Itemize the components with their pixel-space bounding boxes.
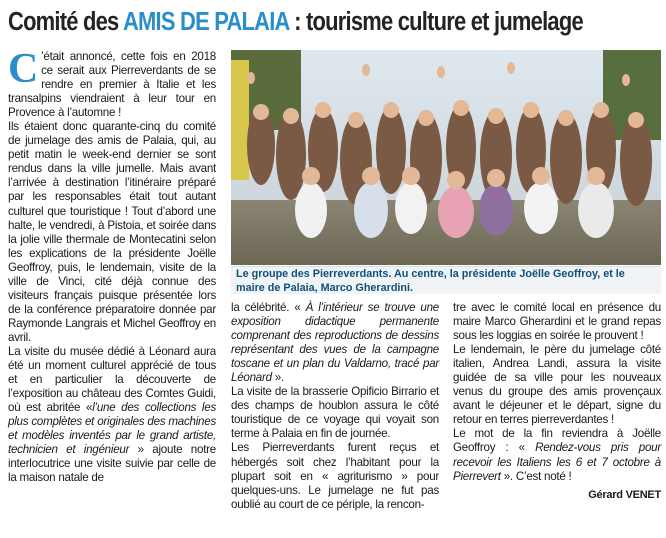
paragraph-text: La visite du musée dédié à Léonard aura été un moment culturel apprécié de tous et en particulier la découverte de l’exposition au château des Comtes Guidi, où est abritée «: [8, 344, 216, 415]
quote-text: l’une des collections les plus complètes et originales des machines et modèles inventés par le grand artiste, technicien et ingénieur: [8, 401, 216, 457]
article-paragraph: Le lendemain, le père du jumelage côté italien, Andrea Landi, assura la visite guidée de sa ville pour les nouveaux venus du groupe des amis provençaux avant le déjeuner et le départ, signe du retour en terres pierreverdantes !: [453, 343, 661, 427]
article-paragraph: [8, 46, 216, 120]
group-photo-illustration: [231, 50, 661, 265]
paragraph-text: ».: [271, 371, 284, 385]
group-photo: [231, 50, 661, 265]
headline-part-3: : tourisme culture et jumelage: [288, 8, 583, 36]
article-paragraph: La visite de la brasserie Opificio Birrario et des champs de houblon assura le côté touristique de ce voyage qui voyait son terme à Palaia en fin de journée.: [231, 385, 439, 441]
paragraph-text: » ajoute notre interlocutrice une visite suivie par celle de la maison natale de: [8, 443, 216, 485]
headline-highlight: AMIS DE PALAIA: [122, 8, 289, 36]
drop-cap: C: [8, 46, 39, 92]
article-paragraph: Ils étaient donc quarante-cinq du comité de jumelage des amis de Palaia, qui, au petit matin le week-end dernier se sont rendus dans la ville jumelle. Mais avant l’arrivée à destination l’itinéraire préparé par les responsables était tout autant culturel que touristique ! Tout d’abord une halte, le vendredi, à Pistoia, et soirée dans la jolie ville thermale de Montecatini selon les explications de la présidente Joëlle Geoffroy, puis, le lendemain, visite de la ville de Vinci, cité déjà connue des visiteurs français puisque présentée lors de la conférence préparatoire donnée par Raymonde Langrais et Michel Geoffroy en avril.: [8, 120, 216, 344]
paragraph-text: ». C’est noté !: [500, 469, 572, 483]
article-paragraph: Les Pierreverdants furent reçus et hébergés soit chez l’habitant pour la plupart soit en « agriturismo » pour quelques-uns. Le jumelage ne fut pas oublié au court de ce périple, la rencon-: [231, 441, 439, 511]
quote-text: À l’intérieur se trouve une exposition didactique permanente comprenant des reproductions de dessins représentant des vues de la campagne toscane et un plan du Valdarno, tracé par Léonard: [231, 301, 439, 385]
author-signature: Gérard VENET: [588, 488, 661, 501]
article-column-3: [453, 301, 661, 502]
article-paragraph: tre avec le comité local en présence du maire Marco Gherardini et le grand repas sous les loggias en soirée le prouvent !: [453, 301, 661, 343]
photo-caption: Le groupe des Pierreverdants. Au centre, la présidente Joëlle Geoffroy, et le maire de Palaia, Marco Gherardini.: [231, 266, 661, 294]
article-paragraph: [453, 427, 661, 483]
article-column-2: [231, 301, 439, 512]
quote-text: Rendez-vous pris pour recevoir les Italiens les 6 et 7 octobre à Pierrevert: [453, 441, 661, 483]
headline-part-1: Comité des: [8, 8, 123, 36]
headline: [8, 4, 583, 40]
paragraph-text: la célébrité. «: [231, 301, 306, 314]
article-paragraph: [231, 301, 439, 385]
paragraph-text: Le mot de la fin reviendra à Joëlle Geoffroy : «: [453, 427, 661, 455]
article-column-1: [8, 46, 216, 485]
article-paragraph: [8, 345, 216, 485]
paragraph-text: ’était annoncé, cette fois en 2018 ce serait aux Pierreverdants de se rendre en premier à Italie et les transalpins viendraient à leur tour en Provence à l’automne !: [8, 50, 216, 120]
